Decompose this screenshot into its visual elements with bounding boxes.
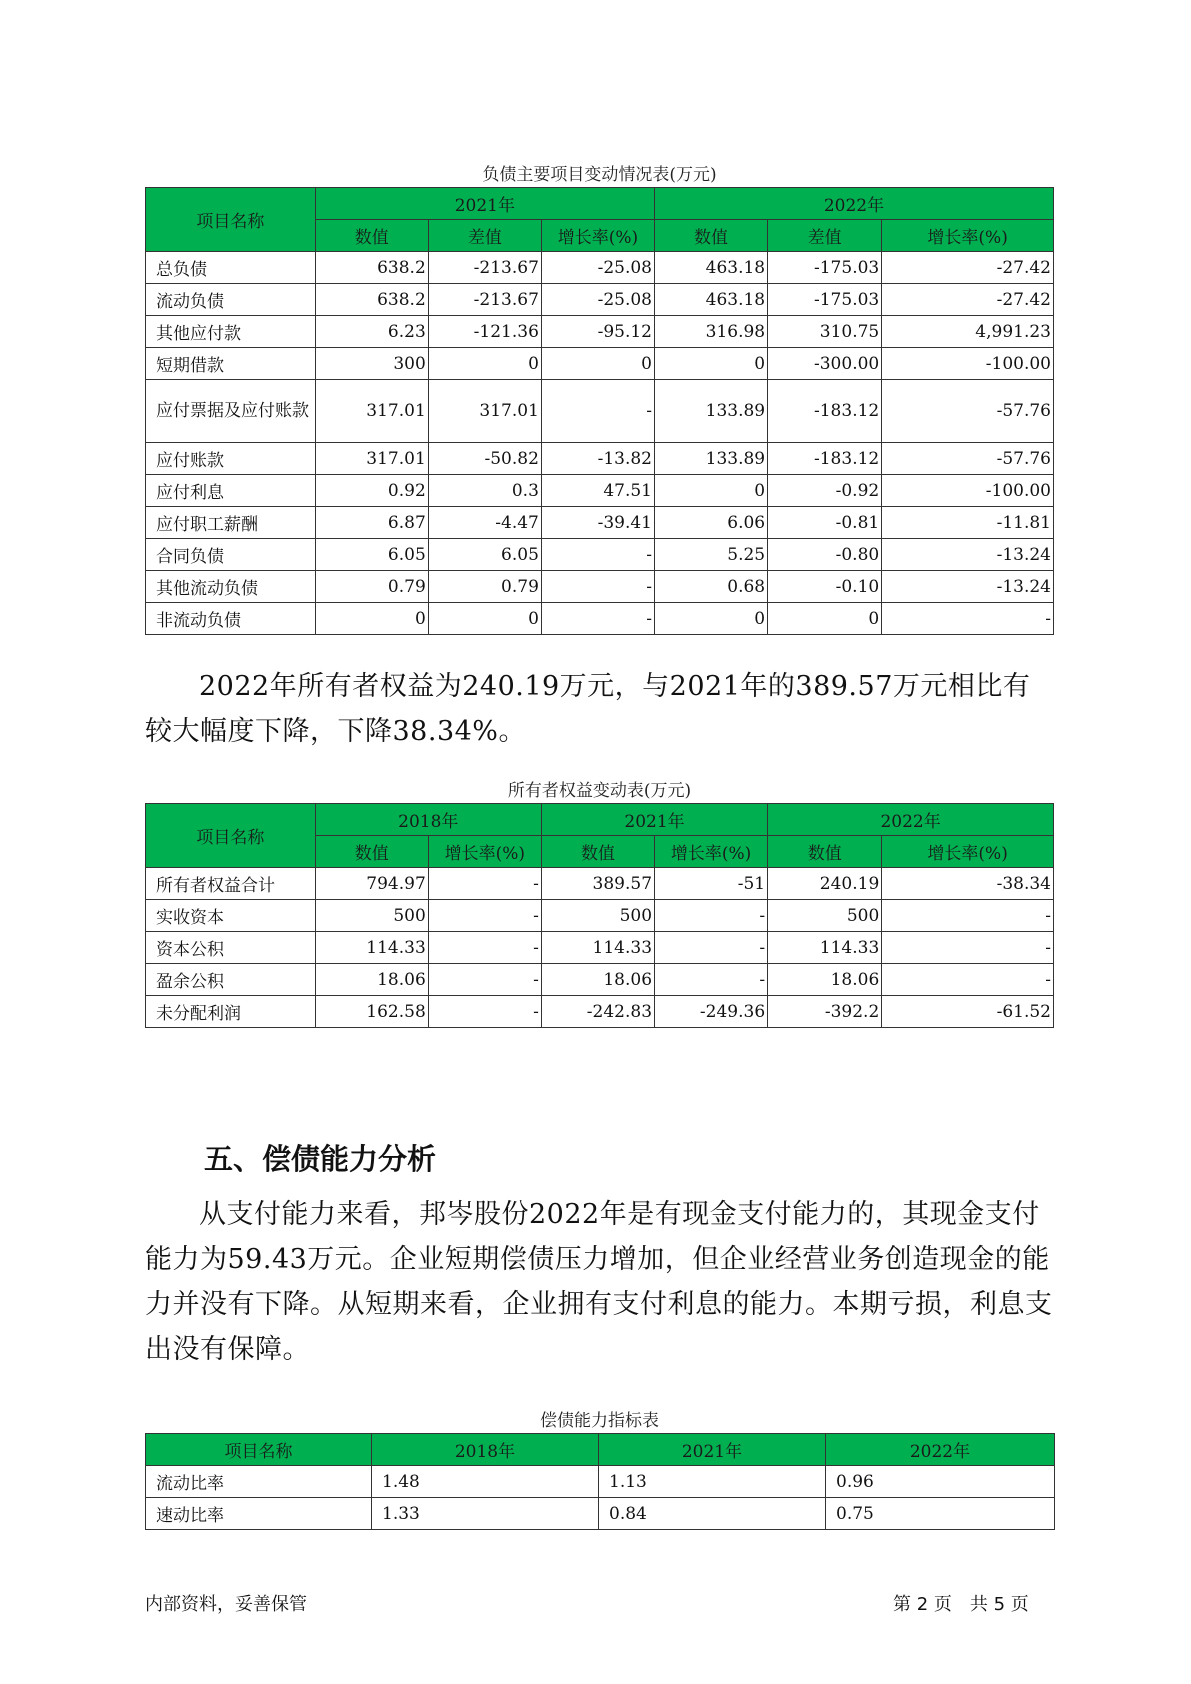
- table-cell: -249.36: [655, 996, 768, 1028]
- header-column: 增长率(%): [541, 220, 654, 252]
- table-cell: -213.67: [428, 284, 541, 316]
- header-column: 增长率(%): [428, 836, 541, 868]
- table-cell: 133.89: [655, 443, 768, 475]
- table-cell: -: [882, 932, 1054, 964]
- table-cell: -183.12: [768, 443, 882, 475]
- table-cell: -39.41: [541, 507, 654, 539]
- row-label: 流动比率: [146, 1466, 372, 1498]
- table-cell: 0.96: [826, 1466, 1055, 1498]
- header-column: 2022年: [826, 1434, 1055, 1466]
- table-cell: -95.12: [541, 316, 654, 348]
- table-cell: 6.23: [315, 316, 428, 348]
- row-label: 合同负债: [146, 539, 316, 571]
- header-column: 数值: [541, 836, 654, 868]
- table-cell: 18.06: [541, 964, 654, 996]
- table-cell: 18.06: [768, 964, 882, 996]
- table-row: [146, 996, 1054, 1028]
- table-cell: 133.89: [655, 380, 768, 443]
- table-cell: 0.92: [315, 475, 428, 507]
- table-cell: -61.52: [882, 996, 1054, 1028]
- table-cell: -38.34: [882, 868, 1054, 900]
- table-cell: -13.24: [882, 571, 1054, 603]
- table-cell: 0: [768, 603, 882, 635]
- table-cell: -11.81: [882, 507, 1054, 539]
- row-label: 速动比率: [146, 1498, 372, 1530]
- table-cell: 638.2: [315, 252, 428, 284]
- table-row: [146, 571, 1054, 603]
- table-row: [146, 443, 1054, 475]
- table-cell: -392.2: [768, 996, 882, 1028]
- header-item-name: 项目名称: [146, 1434, 372, 1466]
- table-cell: -175.03: [768, 284, 882, 316]
- header-year-group: 2022年: [768, 804, 1054, 836]
- row-label: 非流动负债: [146, 603, 316, 635]
- table-cell: 316.98: [655, 316, 768, 348]
- header-column: 数值: [315, 220, 428, 252]
- table-cell: 794.97: [315, 868, 428, 900]
- table-cell: 114.33: [768, 932, 882, 964]
- table-cell: 317.01: [428, 380, 541, 443]
- table-row: [146, 868, 1054, 900]
- table-cell: -: [428, 932, 541, 964]
- table-cell: 0.84: [599, 1498, 826, 1530]
- table-cell: -57.76: [882, 380, 1054, 443]
- header-year-group: 2021年: [541, 804, 767, 836]
- row-label: 总负债: [146, 252, 316, 284]
- header-year-group: 2022年: [655, 188, 1054, 220]
- row-label: 盈余公积: [146, 964, 316, 996]
- table-cell: -100.00: [882, 348, 1054, 380]
- row-label: 所有者权益合计: [146, 868, 316, 900]
- footer-confidential-note: 内部资料，妥善保管: [145, 1594, 307, 1615]
- header-item-name: 项目名称: [146, 804, 316, 868]
- header-column: 2018年: [372, 1434, 599, 1466]
- table-cell: -100.00: [882, 475, 1054, 507]
- table-cell: 500: [768, 900, 882, 932]
- table-cell: -: [655, 964, 768, 996]
- table-cell: 0.79: [315, 571, 428, 603]
- table-cell: -13.82: [541, 443, 654, 475]
- table-cell: -: [541, 539, 654, 571]
- table-cell: 240.19: [768, 868, 882, 900]
- solvency-table: [145, 1433, 1055, 1530]
- table-cell: -213.67: [428, 252, 541, 284]
- header-column: 增长率(%): [882, 836, 1054, 868]
- table3-caption: 偿债能力指标表: [540, 1411, 659, 1431]
- table-cell: -: [428, 964, 541, 996]
- table-row: [146, 507, 1054, 539]
- row-label: 应付职工薪酬: [146, 507, 316, 539]
- table-cell: -: [541, 603, 654, 635]
- table-cell: 6.05: [315, 539, 428, 571]
- table-cell: 6.87: [315, 507, 428, 539]
- table-cell: 0: [655, 348, 768, 380]
- table-cell: -13.24: [882, 539, 1054, 571]
- table-row: [146, 475, 1054, 507]
- table-cell: 638.2: [315, 284, 428, 316]
- solvency-paragraph: 从支付能力来看，邦岑股份2022年是有现金支付能力的，其现金支付能力为59.43万元。企业短期偿债压力增加，但企业经营业务创造现金的能力并没有下降。从短期来看，企业拥有支付利息的能力。本期亏损，利息支出没有保障。: [145, 1199, 1053, 1365]
- table-row: [146, 932, 1054, 964]
- table-row: [146, 539, 1054, 571]
- table-cell: -0.10: [768, 571, 882, 603]
- header-column: 数值: [655, 220, 768, 252]
- header-column: 数值: [768, 836, 882, 868]
- table-cell: 463.18: [655, 252, 768, 284]
- table-cell: -: [882, 964, 1054, 996]
- header-column: 差值: [428, 220, 541, 252]
- table-cell: -: [428, 868, 541, 900]
- table-cell: -25.08: [541, 284, 654, 316]
- row-label: 应付票据及应付账款: [146, 380, 316, 443]
- table-cell: -: [882, 603, 1054, 635]
- table-row: [146, 1498, 1055, 1530]
- table-cell: 310.75: [768, 316, 882, 348]
- table-cell: 18.06: [315, 964, 428, 996]
- table-cell: -: [428, 900, 541, 932]
- table-cell: -4.47: [428, 507, 541, 539]
- table1-caption: 负债主要项目变动情况表(万元): [482, 165, 717, 185]
- table-cell: -57.76: [882, 443, 1054, 475]
- table-row: [146, 603, 1054, 635]
- table-cell: -300.00: [768, 348, 882, 380]
- table-cell: -27.42: [882, 284, 1054, 316]
- table-cell: 47.51: [541, 475, 654, 507]
- table-cell: 1.48: [372, 1466, 599, 1498]
- table-cell: 463.18: [655, 284, 768, 316]
- table-cell: -51: [655, 868, 768, 900]
- row-label: 其他应付款: [146, 316, 316, 348]
- row-label: 应付账款: [146, 443, 316, 475]
- table-cell: -0.92: [768, 475, 882, 507]
- table-cell: -: [655, 932, 768, 964]
- header-year-group: 2021年: [315, 188, 654, 220]
- table-cell: 0.75: [826, 1498, 1055, 1530]
- table-cell: 0.79: [428, 571, 541, 603]
- table-cell: 317.01: [315, 443, 428, 475]
- table-cell: 0: [428, 348, 541, 380]
- header-year-group: 2018年: [315, 804, 541, 836]
- table-cell: 0: [541, 348, 654, 380]
- table-row: [146, 284, 1054, 316]
- table-cell: 500: [541, 900, 654, 932]
- table-row: [146, 964, 1054, 996]
- table-cell: 389.57: [541, 868, 654, 900]
- table-cell: -: [428, 996, 541, 1028]
- header-column: 增长率(%): [882, 220, 1054, 252]
- row-label: 流动负债: [146, 284, 316, 316]
- header-column: 数值: [315, 836, 428, 868]
- footer-page-number: 第 2 页 共 5 页: [893, 1594, 1029, 1615]
- table-row: [146, 1466, 1055, 1498]
- table-cell: 6.05: [428, 539, 541, 571]
- table-cell: 4,991.23: [882, 316, 1054, 348]
- liabilities-table: [145, 187, 1054, 635]
- table-cell: 0.68: [655, 571, 768, 603]
- equity-summary-paragraph: 2022年所有者权益为240.19万元，与2021年的389.57万元相比有较大幅度下降，下降38.34%。: [145, 671, 1031, 747]
- table-cell: 300: [315, 348, 428, 380]
- row-label: 资本公积: [146, 932, 316, 964]
- table-cell: 0: [315, 603, 428, 635]
- table-row: [146, 348, 1054, 380]
- row-label: 其他流动负债: [146, 571, 316, 603]
- table-cell: 162.58: [315, 996, 428, 1028]
- table-cell: -175.03: [768, 252, 882, 284]
- table-cell: -25.08: [541, 252, 654, 284]
- header-item-name: 项目名称: [146, 188, 316, 252]
- table-cell: 114.33: [315, 932, 428, 964]
- table-cell: -50.82: [428, 443, 541, 475]
- table-cell: -: [541, 571, 654, 603]
- table-cell: -121.36: [428, 316, 541, 348]
- row-label: 未分配利润: [146, 996, 316, 1028]
- table2-caption: 所有者权益变动表(万元): [507, 781, 692, 801]
- table-row: [146, 316, 1054, 348]
- table-cell: -183.12: [768, 380, 882, 443]
- section-heading: 五、偿债能力分析: [204, 1142, 437, 1176]
- table-cell: 6.06: [655, 507, 768, 539]
- table-cell: 0.3: [428, 475, 541, 507]
- table-row: [146, 252, 1054, 284]
- row-label: 应付利息: [146, 475, 316, 507]
- row-label: 短期借款: [146, 348, 316, 380]
- equity-table: [145, 803, 1054, 1028]
- table-cell: -27.42: [882, 252, 1054, 284]
- table-row: [146, 380, 1054, 443]
- table-cell: 1.13: [599, 1466, 826, 1498]
- table-cell: 500: [315, 900, 428, 932]
- table-row: [146, 900, 1054, 932]
- table-cell: 317.01: [315, 380, 428, 443]
- header-column: 差值: [768, 220, 882, 252]
- table-cell: -0.80: [768, 539, 882, 571]
- table-cell: 1.33: [372, 1498, 599, 1530]
- table-cell: -0.81: [768, 507, 882, 539]
- table-cell: -: [882, 900, 1054, 932]
- table-cell: 0: [655, 603, 768, 635]
- table-cell: -242.83: [541, 996, 654, 1028]
- header-column: 2021年: [599, 1434, 826, 1466]
- table-cell: 0: [428, 603, 541, 635]
- table-cell: 0: [655, 475, 768, 507]
- header-column: 增长率(%): [655, 836, 768, 868]
- table-cell: -: [541, 380, 654, 443]
- table-cell: 5.25: [655, 539, 768, 571]
- row-label: 实收资本: [146, 900, 316, 932]
- table-cell: -: [655, 900, 768, 932]
- table-cell: 114.33: [541, 932, 654, 964]
